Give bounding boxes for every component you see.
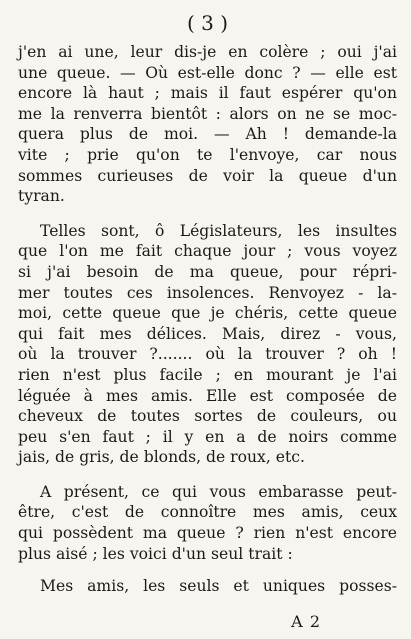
text-line: léguée à mes amis. Elle est composée de [18, 386, 397, 405]
text-line: quera plus de moi. — Ah ! demande-la [18, 125, 397, 144]
text-line: vite ; prie qu'on te l'envoye, car nous [18, 145, 397, 164]
text-line: cheveux de toutes sortes de couleurs, ou [18, 407, 397, 426]
text-line: Telles sont, ô Législateurs, les insultes [40, 221, 397, 240]
page-number: ( 3 ) [186, 11, 229, 35]
text-line: être, c'est de connoître mes amis, ceux [18, 503, 397, 522]
paragraph-4 [18, 576, 397, 597]
text-line: me la renverra bientôt : alors on ne se moc- [18, 104, 397, 123]
paragraph-2 [18, 221, 397, 468]
signature-mark: A 2 [291, 612, 321, 631]
text-line: encore là haut ; mais il faut espérer qu'on [18, 84, 397, 103]
text-line: qui possèdent ma queue ? rien n'est encore [18, 524, 397, 543]
text-line: si j'ai besoin de ma queue, pour répri- [18, 262, 397, 281]
text-line: qui fait mes délices. Mais, direz - vous, [18, 324, 397, 343]
text-line: rien n'est plus facile ; en mourant je l'ai [18, 365, 397, 384]
text-line: peu s'en faut ; il y en a de noirs comme [18, 427, 397, 446]
text-line: moi, cette queue que je chéris, cette queue [18, 304, 397, 323]
text-line: tyran. [18, 187, 65, 206]
text-line: Mes amis, les seuls et uniques posses- [40, 577, 397, 596]
paragraph-1 [18, 42, 397, 207]
text-line: j'en ai une, leur dis-je en colère ; oui j'ai [18, 43, 397, 61]
text-line: A présent, ce qui vous embarasse peut- [40, 482, 397, 501]
text-line: où la trouver ?....... où la trouver ? oh ! [18, 345, 397, 364]
paragraph-3 [18, 482, 397, 564]
text-line: que l'on me fait chaque jour ; vous voyez [18, 242, 397, 261]
text-line: mer toutes ces insolences. Renvoyez - la- [18, 283, 397, 302]
text-line: plus aisé ; les voici d'un seul trait : [18, 544, 293, 563]
text-line: une queue. — Où est-elle donc ? — elle est [18, 63, 397, 82]
text-line: sommes curieuses de voir la queue d'un [18, 166, 397, 185]
text-line: jais, de gris, de blonds, de roux, etc. [18, 448, 305, 467]
